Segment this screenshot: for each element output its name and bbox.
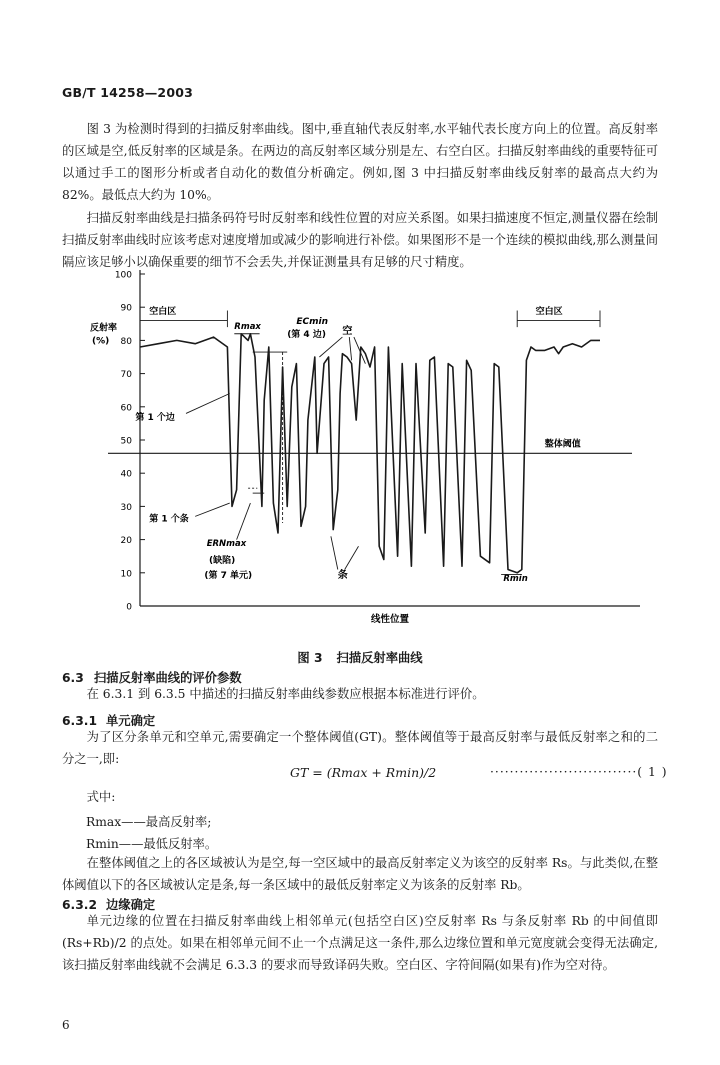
figure-label: 图 3: [297, 651, 323, 665]
paragraph-space-bar-reflectance: 在整体阈值之上的各区域被认为是空,每一空区域中的最高反射率定义为该空的反射率 Rs。与此类似,在整体阈值以下的各区域被认定是条,每一条区域中的最低反射率定义为该条的反射率 Rb。: [62, 856, 658, 892]
heading-text: 边缘确定: [106, 898, 156, 912]
heading-text: 单元确定: [106, 714, 156, 728]
bar-pointer: [345, 546, 359, 569]
first-bar-pointer: [195, 503, 230, 516]
left-quiet-zone-label: 空白区: [149, 306, 177, 317]
ecmin-note: (第 4 边): [287, 330, 326, 341]
paragraph-scan-profile: 扫描反射率曲线是扫描条码符号时反射率和线性位置的对应关系图。如果扫描速度不恒定,测量仪器在绘制扫描反射率曲线时应该考虑对速度增加或减少的影响进行补偿。如果图形不是一个连续的模拟曲线,那么测量间隔应该足够小以确保重要的细节不会丢失,并保证测量具有足够的尺寸精度。: [62, 211, 658, 269]
formula-gt: GT = (Rmax + Rmin)/2: [290, 765, 437, 780]
y-tick-label: 100: [114, 270, 132, 281]
paragraph-evaluate: 在 6.3.1 到 6.3.5 中描述的扫描反射率曲线参数应根据本标准进行评价。: [86, 687, 485, 701]
paragraph-figure-description: 图 3 为检测时得到的扫描反射率曲线。图中,垂直轴代表反射率,水平轴代表长度方向上的位置。高反射率的区域是空,低反射率的区域是条。在两边的高反射率区域分别是左、右空白区。扫描反射率曲线的重要特征可以通过手工的图形分析或者自动化的数值分析确定。例如,图 3 中扫描反射率曲线反射率的最高点大约为 82%。最低点大约为 10%。: [62, 122, 658, 202]
space-label: 空: [342, 325, 353, 337]
formula-number: ······························( 1 ): [490, 765, 668, 779]
paragraph-where: 式中:: [86, 790, 116, 804]
y-tick-label: 10: [120, 569, 132, 580]
ernmax-note-element: (第 7 单元): [204, 570, 253, 581]
figure-title: 扫描反射率曲线: [336, 651, 423, 665]
page-number: 6: [62, 1018, 70, 1032]
y-tick-label: 80: [120, 336, 132, 347]
standard-number: GB/T 14258—2003: [62, 85, 194, 100]
figure-caption: [0, 648, 720, 666]
space-pointer: [349, 337, 351, 360]
y-tick-label: 0: [126, 602, 132, 613]
heading-number: 6.3.1: [62, 714, 98, 728]
rmin-label: Rmin: [503, 574, 528, 585]
first-edge-label: 第 1 个边: [135, 413, 175, 424]
y-tick-label: 40: [120, 469, 132, 480]
scan-reflectance-chart: [0, 262, 720, 642]
y-tick-label: 30: [120, 502, 132, 513]
threshold-label: 整体阈值: [544, 439, 581, 450]
y-tick-label: 50: [120, 436, 132, 447]
heading-text: 扫描反射率曲线的评价参数: [94, 671, 242, 685]
y-tick-label: 20: [120, 536, 132, 547]
y-tick-label: 60: [120, 403, 132, 414]
ernmax-note-defect: (缺陷): [209, 555, 236, 566]
ernmax-label: ERNmax: [206, 539, 247, 550]
heading-number: 6.3: [62, 671, 84, 685]
bar-pointer: [331, 536, 338, 569]
paragraph-edge: 单元边缘的位置在扫描反射率曲线上相邻单元(包括空白区)空反射率 Rs 与条反射率 Rb 的中间值即(Rs+Rb)/2 的点处。如果在相邻单元间不止一个点满足这一条件,那么边缘位置和单元宽度就会变得无法确定,该扫描反射率曲线就不会满足 6.3.3 的要求而导致译码失败。空白区、字符间隔(如果有)作为空对待。: [62, 914, 658, 972]
definition-rmin: Rmin——最低反射率。: [86, 837, 218, 851]
y-tick-label: 70: [120, 370, 132, 381]
first-edge-pointer: [186, 394, 230, 414]
heading-number: 6.3.2: [62, 898, 98, 912]
definition-rmax: Rmax——最高反射率;: [86, 815, 212, 829]
bar-label: 条: [337, 569, 348, 581]
right-quiet-zone-label: 空白区: [535, 306, 563, 317]
first-bar-label: 第 1 个条: [149, 514, 189, 525]
y-tick-label: 90: [120, 303, 132, 314]
x-axis-label: 线性位置: [370, 614, 410, 625]
ernmax-pointer: [237, 503, 251, 540]
ecmin-label: ECmin: [296, 316, 329, 327]
rmax-label: Rmax: [234, 321, 261, 332]
y-axis-unit: (%): [92, 336, 110, 347]
paragraph-threshold: 为了区分条单元和空单元,需要确定一个整体阈值(GT)。整体阈值等于最高反射率与最低反射率之和的二分之一,即:: [62, 730, 658, 766]
y-axis-label: 反射率: [90, 323, 118, 334]
